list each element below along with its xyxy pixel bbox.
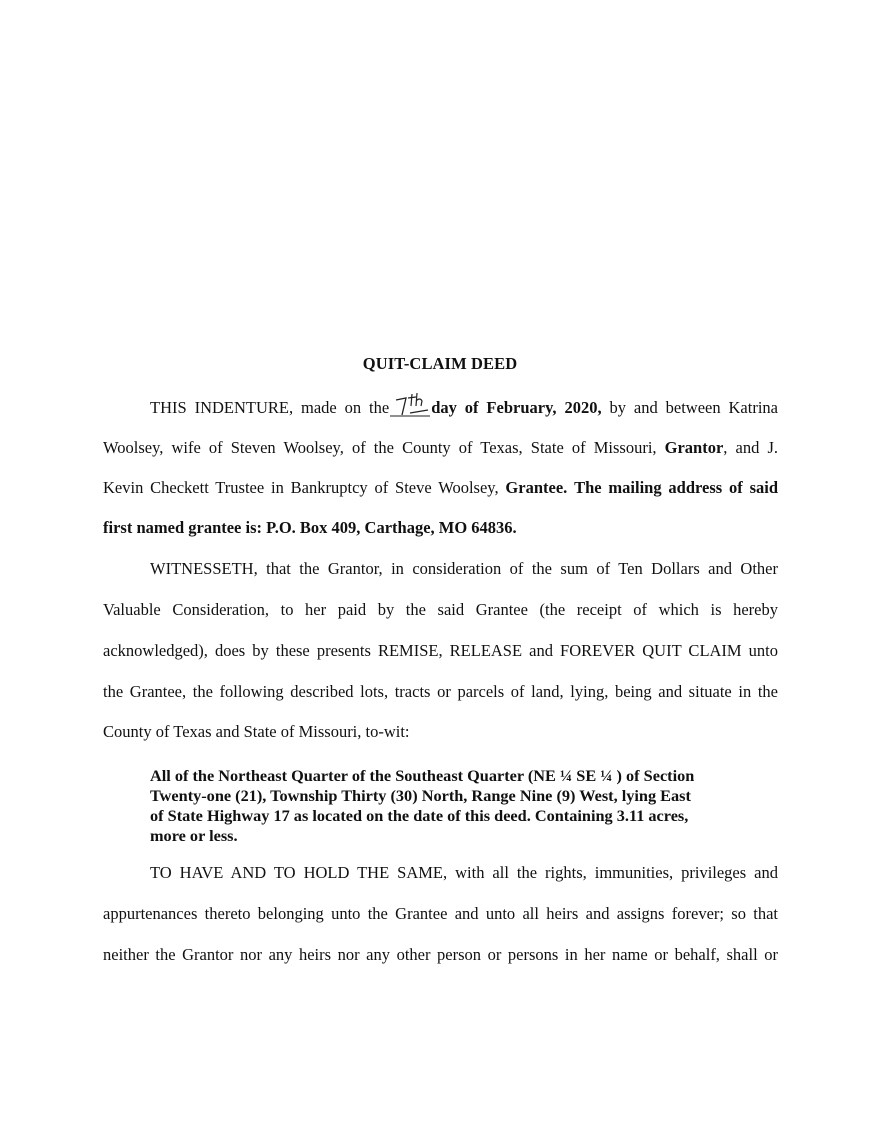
legal-line-3: of State Highway 17 as located on the date of this deed. Containing 3.11 acres, (150, 806, 689, 825)
p1-line-3 (103, 478, 778, 498)
p1-intro: THIS INDENTURE, made on the (150, 398, 390, 417)
p1-line3-start: Kevin Checkett Trustee in Bankruptcy of Steve Woolsey, (103, 478, 499, 497)
p1-line-2 (103, 438, 778, 458)
p2-line-3: acknowledged), does by these presents REMISE, RELEASE and FOREVER QUIT CLAIM unto (103, 641, 778, 660)
p1-line3-bold-end: The mailing address of said (574, 478, 779, 497)
p2-line-2: Valuable Consideration, to her paid by the said Grantee (the receipt of which is hereby (103, 600, 778, 619)
p1-line1-end: by and between Katrina (609, 398, 778, 417)
p1-date: day of February, 2020, (431, 398, 602, 417)
document-title: QUIT-CLAIM DEED (362, 354, 518, 373)
legal-description (150, 766, 770, 846)
p1-line2-start: Woolsey, wife of Steven Woolsey, of the County of Texas, State of Missouri, (103, 438, 657, 457)
p3-line-1: TO HAVE AND TO HOLD THE SAME, with all the rights, immunities, privileges and (150, 863, 778, 882)
p2-line-5: County of Texas and State of Missouri, to-wit: (103, 722, 410, 741)
p1-line-4: first named grantee is: P.O. Box 409, Carthage, MO 64836. (103, 518, 517, 537)
legal-line-2: Twenty-one (21), Township Thirty (30) North, Range Nine (9) West, lying East (150, 786, 691, 805)
p3-line-3: neither the Grantor nor any heirs nor any other person or persons in her name or behalf, shall or (103, 945, 778, 964)
grantee-label: Grantee. (505, 478, 568, 497)
p2-line-4: the Grantee, the following described lots, tracts or parcels of land, lying, being and situate in the (103, 682, 778, 701)
grantor-label: Grantor (664, 438, 724, 457)
legal-line-1: All of the Northeast Quarter of the Southeast Quarter (NE ¼ SE ¼ ) of Section (150, 766, 695, 785)
handwritten-day-icon (390, 392, 432, 422)
p3-line-2: appurtenances thereto belonging unto the Grantee and unto all heirs and assigns forever; so that (103, 904, 778, 923)
p2-line-1: WITNESSETH, that the Grantor, in consideration of the sum of Ten Dollars and Other (150, 559, 778, 578)
p1-line-1 (150, 398, 778, 418)
legal-line-4: more or less. (150, 826, 238, 845)
handwritten-day-signature (390, 398, 430, 418)
p1-line2-end: , and J. (723, 438, 778, 457)
